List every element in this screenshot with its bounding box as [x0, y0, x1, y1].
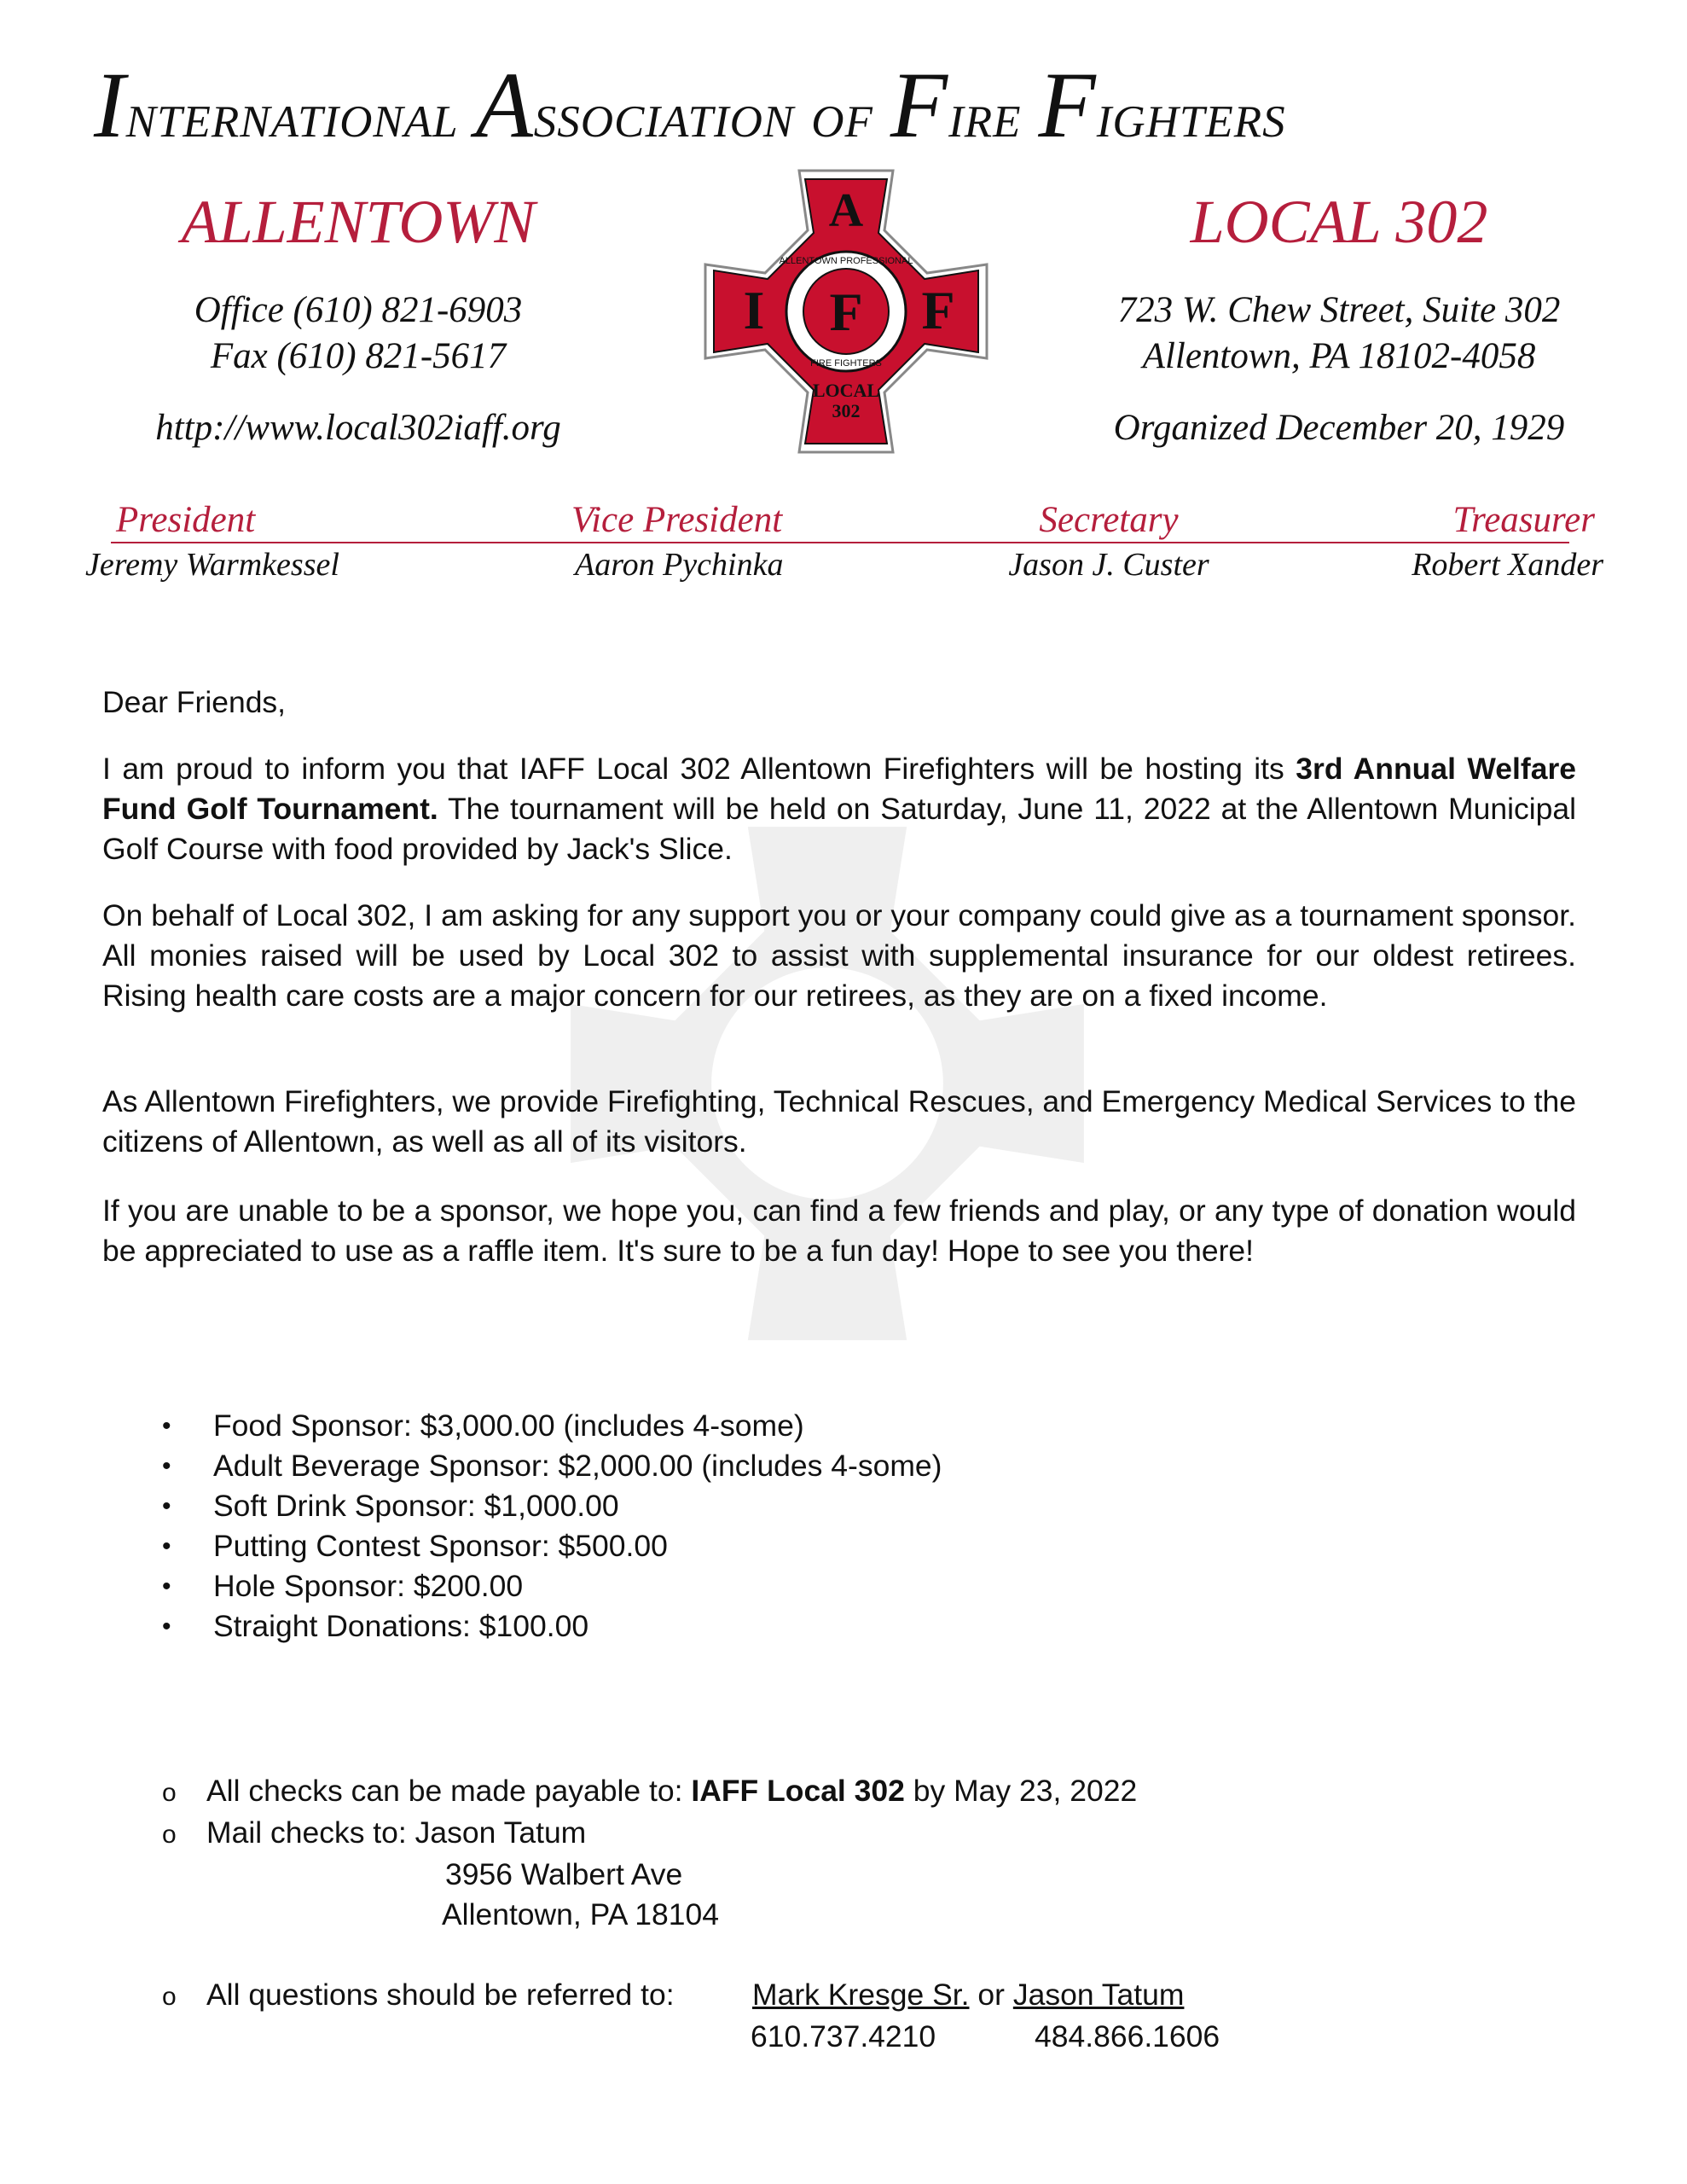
- officer-role: President: [116, 500, 256, 540]
- officer-treasurer: [1348, 499, 1603, 588]
- header-right-block: [1075, 183, 1603, 451]
- logo-letter-right: F: [921, 280, 955, 340]
- payment-instructions: [162, 1771, 1137, 1935]
- local-number: LOCAL 302: [1190, 188, 1488, 256]
- checks-deadline: by May 23, 2022: [904, 1774, 1138, 1808]
- city-name: ALLENTOWN: [181, 188, 536, 256]
- organization-title: [94, 51, 1595, 160]
- office-phone: Office (610) 821-6903: [194, 290, 523, 330]
- paragraph-3: As Allentown Firefighters, we provide Firefighting, Technical Rescues, and Emergency Medical Services to the citizens of Allentown, as well as all of its visitors.: [102, 1084, 1576, 1159]
- paragraph-2: On behalf of Local 302, I am asking for any support you or your company could give as a tournament sponsor. All monies raised will be used by Local 302 to assist with supplemental insurance for our oldest retirees. Rising health care costs are a major concern for our retirees, as they are on a fixed income.: [102, 898, 1576, 1013]
- title-rest-1: nternational: [125, 79, 476, 151]
- checks-label: All checks can be made payable to:: [206, 1774, 692, 1808]
- officer-vice-president: [563, 499, 904, 588]
- website-link[interactable]: http://www.local302iaff.org: [155, 408, 561, 448]
- contact-1-phone: 610.737.4210: [751, 2019, 936, 2053]
- officer-role: Secretary: [1039, 500, 1179, 540]
- paragraph-1-details: The tournament will be held on Saturday, June 11, 2022 at the Allentown Municipal Golf Course with food provided by Jack's Slice.: [102, 792, 1576, 866]
- title-cap-3: F: [890, 53, 949, 157]
- organized-date: Organized December 20, 1929: [1113, 408, 1565, 448]
- contact-mark-kresge[interactable]: Mark Kresge Sr.: [752, 1978, 970, 2012]
- officer-role: Treasurer: [1452, 500, 1595, 540]
- officers-bar: [85, 499, 1612, 593]
- mail-address-line-2: Allentown, PA 18104: [442, 1897, 719, 1931]
- paragraph-1: [102, 749, 1576, 869]
- list-item: • Putting Contest Sponsor: $500.00: [162, 1526, 1271, 1566]
- greeting: Dear Friends,: [102, 685, 287, 719]
- title-rest-3: ire: [948, 79, 1039, 151]
- mail-checks-label: Mail checks to: Jason Tatum: [206, 1815, 587, 1850]
- circle-bullet-icon: o: [162, 1983, 177, 2011]
- questions-row: [162, 1975, 1185, 2017]
- sponsorship-item: Soft Drink Sponsor: $1,000.00: [213, 1489, 619, 1523]
- officer-role: Vice President: [571, 500, 783, 540]
- contact-jason-tatum[interactable]: Jason Tatum: [1012, 1978, 1185, 2012]
- title-cap-1: I: [94, 53, 126, 157]
- payee-name: IAFF Local 302: [691, 1774, 905, 1808]
- questions-section: [162, 1975, 1220, 2057]
- sponsorship-list: [162, 1406, 1271, 1647]
- mail-checks-row: [162, 1813, 1137, 1855]
- logo-ring-text-top: ALLENTOWN PROFESSIONAL: [779, 256, 913, 266]
- contacts: [752, 1975, 1184, 2015]
- title-cap-2: A: [475, 53, 534, 157]
- mail-address-line-1: 3956 Walbert Ave: [445, 1857, 683, 1891]
- paragraph-1-intro: I am proud to inform you that IAFF Local 302 Allentown Firefighters will be hosting its: [102, 752, 1284, 786]
- officer-name: Robert Xander: [1412, 547, 1603, 583]
- logo-local-label: LOCAL: [812, 380, 880, 401]
- list-item: • Food Sponsor: $3,000.00 (includes 4-some): [162, 1406, 1271, 1446]
- circle-bullet-icon: o: [162, 1821, 177, 1849]
- title-cap-4: F: [1038, 53, 1097, 157]
- fax-number: Fax (610) 821-5617: [210, 336, 507, 376]
- list-item: • Soft Drink Sponsor: $1,000.00: [162, 1486, 1271, 1526]
- list-item: • Adult Beverage Sponsor: $2,000.00 (includes 4-some): [162, 1446, 1271, 1486]
- logo-letter-left: I: [743, 280, 765, 340]
- tournament-name: 3rd Annual Welfare Fund Golf Tournament.: [102, 752, 1576, 826]
- address-line-2: Allentown, PA 18102-4058: [1142, 336, 1536, 376]
- circle-bullet-icon: o: [162, 1779, 177, 1807]
- officer-name: Jeremy Warmkessel: [85, 547, 339, 583]
- title-rest-4: ighters: [1096, 79, 1286, 151]
- contact-2-phone: 484.866.1606: [1035, 2019, 1220, 2053]
- officer-president: [85, 499, 392, 588]
- logo-letter-center: F: [829, 282, 863, 342]
- officer-name: Aaron Pychinka: [575, 547, 784, 583]
- sponsorship-item: Hole Sponsor: $200.00: [213, 1569, 524, 1603]
- list-item: • Straight Donations: $100.00: [162, 1606, 1271, 1647]
- officer-secretary: [964, 499, 1254, 588]
- sponsorship-item: Food Sponsor: $3,000.00 (includes 4-some): [213, 1409, 804, 1443]
- sponsorship-item: Adult Beverage Sponsor: $2,000.00 (includes 4-some): [213, 1449, 942, 1483]
- questions-label: All questions should be referred to:: [206, 1978, 675, 2012]
- logo-letter-top: A: [828, 184, 864, 237]
- sponsorship-item: Putting Contest Sponsor: $500.00: [213, 1529, 668, 1563]
- header-left-block: [102, 183, 614, 451]
- contact-or: or: [977, 1978, 1005, 2012]
- iaff-maltese-cross-logo: [701, 166, 991, 456]
- paragraph-4: If you are unable to be a sponsor, we hope you, can find a few friends and play, or any type of donation would be appreciated to use as a raffle item. It's sure to be a fun day! Hope to see you there!: [102, 1194, 1576, 1268]
- logo-ring-text-bottom: FIRE FIGHTERS: [810, 358, 882, 369]
- checks-payable-row: [162, 1771, 1137, 1813]
- sponsorship-item: Straight Donations: $100.00: [213, 1609, 589, 1643]
- address-line-1: 723 W. Chew Street, Suite 302: [1117, 290, 1561, 330]
- title-rest-2: ssociation of: [533, 79, 890, 151]
- list-item: • Hole Sponsor: $200.00: [162, 1566, 1271, 1606]
- phones-row: [162, 2017, 1220, 2057]
- officer-name: Jason J. Custer: [1008, 547, 1209, 583]
- logo-local-number: 302: [832, 400, 861, 421]
